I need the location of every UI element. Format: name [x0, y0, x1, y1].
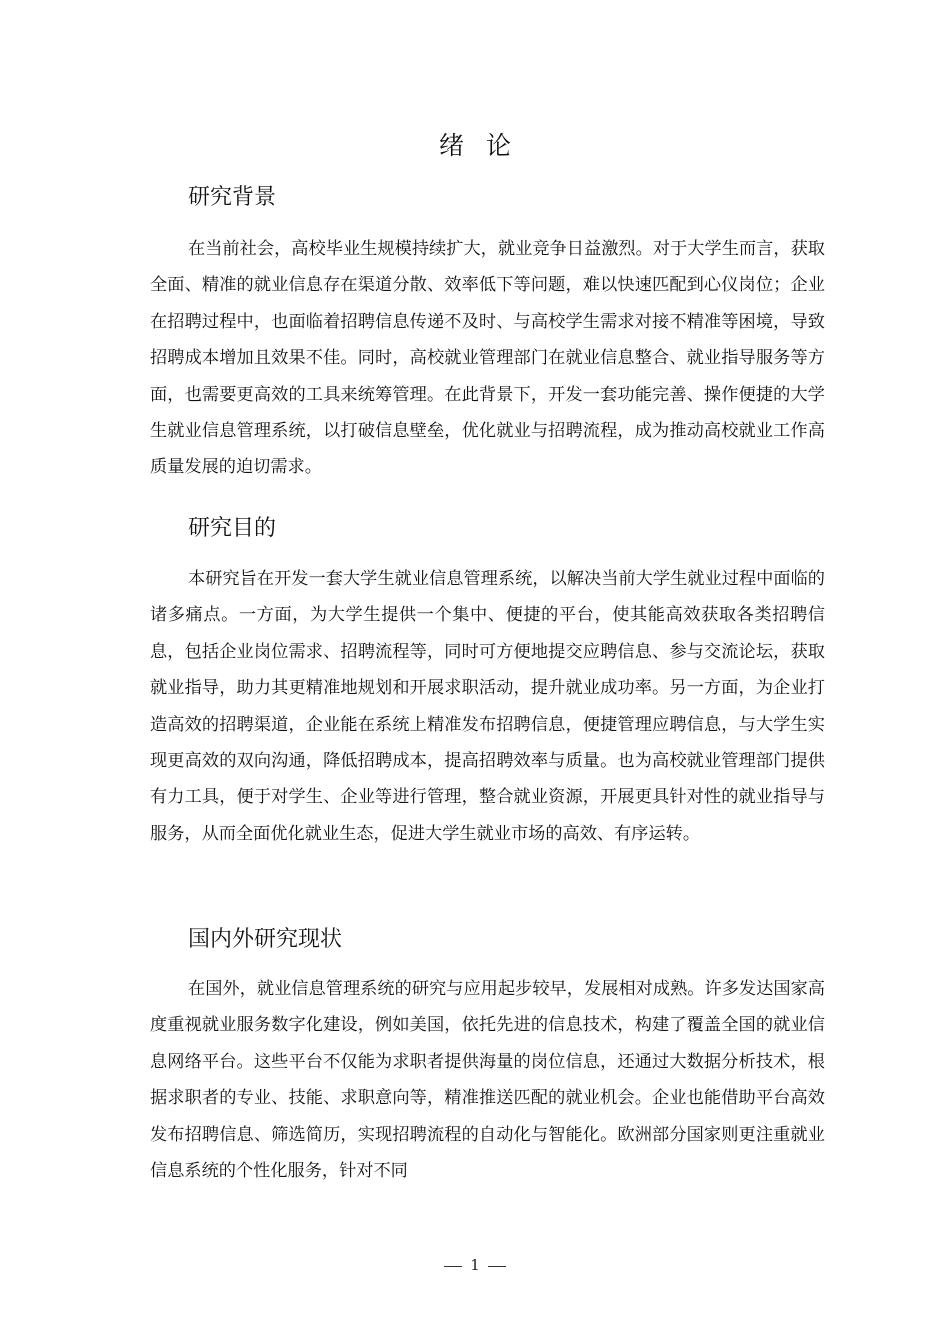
section-paragraph: 在当前社会，高校毕业生规模持续扩大，就业竞争日益激烈。对于大学生而言，获取全面、精准的就业信息存在渠道分散、效率低下等问题，难以快速匹配到心仪岗位；企业在招聘过程中，也面临着招聘信息传递不及时、与高校学生需求对接不精准等困境，导致招聘成本增加且效果不佳。同时，高校就业管理部门在就业信息整合、就业指导服务等方面，也需要更高效的工具来统筹管理。在此背景下，开发一套功能完善、操作便捷的大学生就业信息管理系统，以打破信息壁垒，优化就业与招聘流程，成为推动高校就业工作高质量发展的迫切需求。 [150, 239, 825, 478]
page-number: 1 [470, 1256, 480, 1274]
section-heading: 国内外研究现状 [188, 927, 343, 952]
page-footer [0, 1256, 950, 1274]
footer-dash-left [444, 1266, 462, 1267]
section-paragraph: 在国外，就业信息管理系统的研究与应用起步较早，发展相对成熟。许多发达国家高度重视就业服务数字化建设，例如美国，依托先进的信息技术，构建了覆盖全国的就业信息网络平台。这些平台不仅能为求职者提供海量的岗位信息，还通过大数据分析技术，根据求职者的专业、技能、求职意向等，精准推送匹配的就业机会。企业也能借助平台高效发布招聘信息、筛选简历，实现招聘流程的自动化与智能化。欧洲部分国家则更注重就业信息系统的个性化服务，针对不同 [150, 979, 825, 1182]
section-research-background [150, 183, 825, 486]
section-heading: 研究背景 [188, 185, 277, 210]
section-heading: 研究目的 [188, 516, 277, 541]
section-research-purpose [150, 514, 825, 852]
section-paragraph: 本研究旨在开发一套大学生就业信息管理系统，以解决当前大学生就业过程中面临的诸多痛点。一方面，为大学生提供一个集中、便捷的平台，使其能高效获取各类招聘信息，包括企业岗位需求、招聘流程等，同时可方便地提交应聘信息、参与交流论坛，获取就业指导，助力其更精准地规划和开展求职活动，提升就业成功率。另一方面，为企业打造高效的招聘渠道，企业能在系统上精准发布招聘信息，便捷管理应聘信息，与大学生实现更高效的双向沟通，降低招聘成本，提高招聘效率与质量。也为高校就业管理部门提供有力工具，便于对学生、企业等进行管理，整合就业资源，开展更具针对性的就业指导与服务，从而全面优化就业生态，促进大学生就业市场的高效、有序运转。 [150, 569, 825, 844]
chapter-title: 绪论 [438, 131, 533, 160]
footer-dash-right [488, 1266, 506, 1267]
section-research-status [150, 925, 825, 1189]
